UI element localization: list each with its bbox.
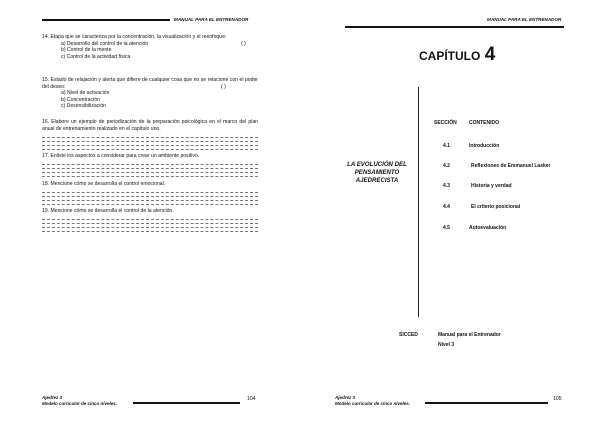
question-14-option-c: c) Control de la actividad física [61, 53, 131, 60]
answer-line [42, 200, 258, 201]
chapter-title: LA EVOLUCIÓN DEL PENSAMIENTO AJEDRECISTA [347, 161, 407, 184]
question-17: 17. Enliste los aspectos a considerar para crear un ambiente positivo. [42, 153, 200, 159]
question-15-answer-mark: ( ) [221, 83, 226, 90]
answer-line [42, 176, 258, 177]
left-header-title: MANUAL PARA EL ENTRENADOR [174, 16, 249, 22]
toc-item-title: Historia y verdad [471, 183, 512, 189]
left-footer-line2: Modelo curricular de cinco niveles. [42, 400, 118, 406]
answer-line [42, 227, 258, 228]
toc-item-num: 4.4 [443, 204, 450, 210]
toc-item-num: 4.5 [443, 225, 450, 231]
question-15-option-a: a) Nivel de activación [61, 90, 110, 97]
chapter-heading [419, 44, 495, 66]
right-footer [335, 395, 410, 406]
left-header-rule [42, 19, 170, 21]
right-header-title: MANUAL PARA EL ENTRENADOR [487, 16, 562, 22]
left-page-number: 104 [247, 396, 256, 402]
toc-item-title: Introducción [469, 143, 500, 149]
answer-line [42, 141, 258, 142]
right-footer-line1: Ajedrez 3 [335, 395, 356, 400]
right-page-number: 105 [553, 396, 562, 402]
answer-line [42, 137, 258, 138]
right-footer-line2: Modelo curricular de cinco niveles. [335, 400, 411, 406]
toc-content-header: CONTENIDO [469, 120, 499, 126]
toc-item-title: Autoevaluación [469, 225, 507, 231]
answer-line [42, 168, 258, 169]
left-footer-rule [133, 402, 240, 404]
toc-item-num: 4.2 [443, 163, 450, 169]
question-14-option-b: b) Control de la mente [61, 47, 112, 54]
answer-line [42, 231, 258, 232]
question-16: 16. Elabore un ejemplo de periodización de la preparación psicológica en el marco del plan anual de entrenamiento realizado en el capítulo uno. [42, 119, 258, 132]
toc-item-num: 4.1 [443, 143, 450, 149]
toc-item-title: El criterio posicional [471, 204, 521, 210]
toc-item-num: 4.3 [443, 183, 450, 189]
question-15-option-b: b) Concentración [61, 96, 100, 103]
chapter-word: CAPÍTULO [419, 49, 481, 63]
answer-line [42, 145, 258, 146]
question-15-text: 15. Estado de relajación y alerta que difiere de cualquier cosa que no se relacione con el poder del deseo: [42, 77, 258, 90]
question-15 [42, 77, 258, 110]
answer-line [42, 172, 258, 173]
right-header-rule [345, 26, 564, 28]
toc-section-header: SECCIÓN [434, 120, 457, 126]
manual-level: Nivel 3 [438, 342, 455, 348]
answer-line [42, 192, 258, 193]
answer-line [42, 164, 258, 165]
answer-line [42, 219, 258, 220]
left-footer-line1: Ajedrez 3 [42, 395, 63, 400]
right-footer-rule [425, 402, 548, 404]
question-14-option-a: a) Desarrollo del control de la atención [61, 40, 149, 47]
answer-line [42, 149, 258, 150]
question-19: 19. Mencione cómo se desarrolla el control de la atención. [42, 208, 174, 214]
question-14-answer-mark: ( ) [241, 40, 246, 47]
manual-title: Manual para el Entrenador [438, 332, 501, 338]
question-15-option-c: c) Desensibilización [61, 103, 107, 110]
answer-line [42, 204, 258, 205]
answer-line [42, 196, 258, 197]
org-name: SICCED [399, 332, 418, 338]
question-18: 18. Mencione cómo se desarrolla el control emocional. [42, 181, 166, 187]
answer-line [42, 223, 258, 224]
question-14-text: 14. Etapa que se caracteriza por la concentración, la visualización y el reenfoque: [42, 34, 227, 40]
question-14 [42, 34, 258, 60]
chapter-divider-line [418, 87, 419, 317]
toc-item-title: Reflexiones de Emmanuel Lasker [471, 163, 551, 169]
chapter-number: 4 [484, 44, 496, 65]
left-footer [42, 395, 117, 406]
